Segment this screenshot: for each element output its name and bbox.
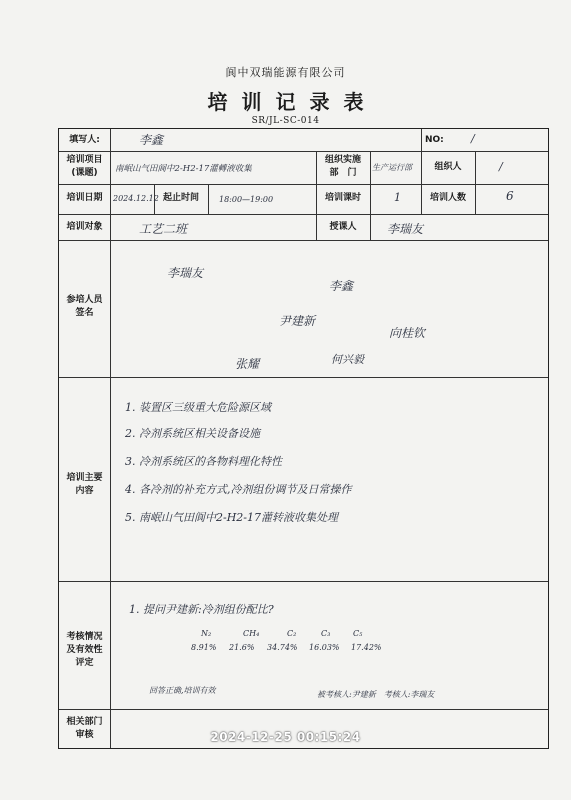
component-name: C₅ (353, 629, 363, 638)
row-divider (59, 581, 548, 582)
lecturer-label: 授课人 (329, 222, 357, 232)
col-divider (370, 151, 371, 214)
review-label-line: 审核 (75, 730, 94, 740)
row-divider (59, 240, 548, 241)
participant-signature: 李鑫 (329, 279, 354, 293)
participant-signature: 李瑞友 (167, 266, 204, 280)
company-name: 阆中双瑞能源有限公司 (225, 66, 346, 79)
evaluation-label (59, 631, 110, 670)
content-label-line: 培训主要 (66, 473, 103, 483)
organizer-label: 组织人 (434, 162, 462, 172)
component-ratio: 16.03% (309, 643, 340, 652)
form-title: 培训记录表 (207, 90, 378, 114)
component-name: C₂ (287, 629, 297, 638)
org-label-line: 组织实施 (324, 155, 361, 165)
content-item: 4. 各冷剂的补充方式,冷剂组份调节及日常操作 (125, 483, 352, 496)
participant-signature: 何兴毅 (331, 353, 364, 366)
participants-label-line: 参培人员 (66, 295, 103, 305)
project-label (59, 154, 110, 180)
scan-timestamp: 2024-12-25 00:15:24 (210, 730, 361, 744)
row-divider (59, 377, 548, 378)
content-label-line: 内容 (75, 486, 94, 496)
hours-label: 培训课时 (324, 193, 361, 203)
participants-label (59, 294, 110, 320)
review-label-line: 相关部门 (66, 717, 103, 727)
participants-label-line: 签名 (75, 308, 94, 318)
evaluation-label-line: 评定 (75, 658, 94, 668)
time-value: 18:00—19:00 (219, 195, 274, 204)
target-label: 培训对象 (66, 222, 103, 232)
content-item: 5. 南岷山气田阆中2-H2-17灌转液收集处理 (125, 511, 339, 524)
lecturer-value: 李瑞友 (387, 222, 424, 236)
row-divider (59, 214, 548, 215)
no-label: NO: (425, 135, 444, 145)
hours-value: 1 (394, 191, 401, 204)
count-value: 6 (506, 189, 514, 203)
component-ratio: 17.42% (351, 643, 382, 652)
col-divider (475, 151, 476, 214)
org-label (316, 154, 370, 180)
component-ratio: 34.74% (267, 643, 298, 652)
participant-signature: 尹建新 (279, 314, 316, 328)
participant-signature: 向桂钦 (389, 326, 426, 340)
organizer-value: / (499, 160, 503, 173)
component-ratio: 8.91% (191, 643, 217, 652)
project-value: 南岷山气田阆中2-H2-17灌轉液收集 (115, 164, 252, 174)
doc-code: SR/JL-SC-014 (251, 116, 320, 126)
org-label-line: 部 门 (329, 168, 357, 178)
evaluation-signatures: 被考核人:尹建新 考核人:李瑞友 (317, 690, 435, 699)
filler-label: 填写人: (69, 135, 100, 145)
component-name: CH₄ (243, 629, 260, 638)
date-value: 2024.12.12 (113, 194, 159, 203)
evaluation-label-line: 考核情况 (66, 632, 103, 642)
filler-value: 李鑫 (139, 133, 164, 147)
component-ratio: 21.6% (229, 643, 255, 652)
col-divider (421, 129, 422, 151)
row-divider (59, 709, 548, 710)
project-label-line: 培训项目 (66, 155, 103, 165)
time-label: 起止时间 (162, 193, 199, 203)
col-divider (370, 214, 371, 240)
count-label: 培训人数 (429, 193, 466, 203)
no-value: / (471, 132, 475, 145)
project-label-line: (课题) (71, 168, 98, 178)
evaluation-label-line: 及有效性 (66, 645, 103, 655)
content-item: 1. 装置区三级重大危险源区域 (125, 401, 271, 414)
content-label (59, 472, 110, 498)
content-item: 3. 冷剂系统区的各物料理化特性 (125, 455, 282, 468)
training-record-form (58, 128, 549, 749)
component-name: C₃ (321, 629, 331, 638)
target-value: 工艺二班 (139, 222, 188, 236)
component-name: N₂ (201, 629, 212, 638)
evaluation-result: 回答正确,培训有效 (149, 686, 216, 695)
evaluation-question: 1. 提问尹建新:冷剂组份配比? (129, 603, 274, 616)
org-value: 生产运行部 (372, 163, 412, 172)
date-label: 培训日期 (66, 193, 103, 203)
content-item: 2. 冷剂系统区相关设备设施 (125, 427, 260, 440)
participant-signature: 张耀 (235, 357, 260, 371)
col-divider (110, 129, 111, 748)
col-divider (208, 184, 209, 214)
